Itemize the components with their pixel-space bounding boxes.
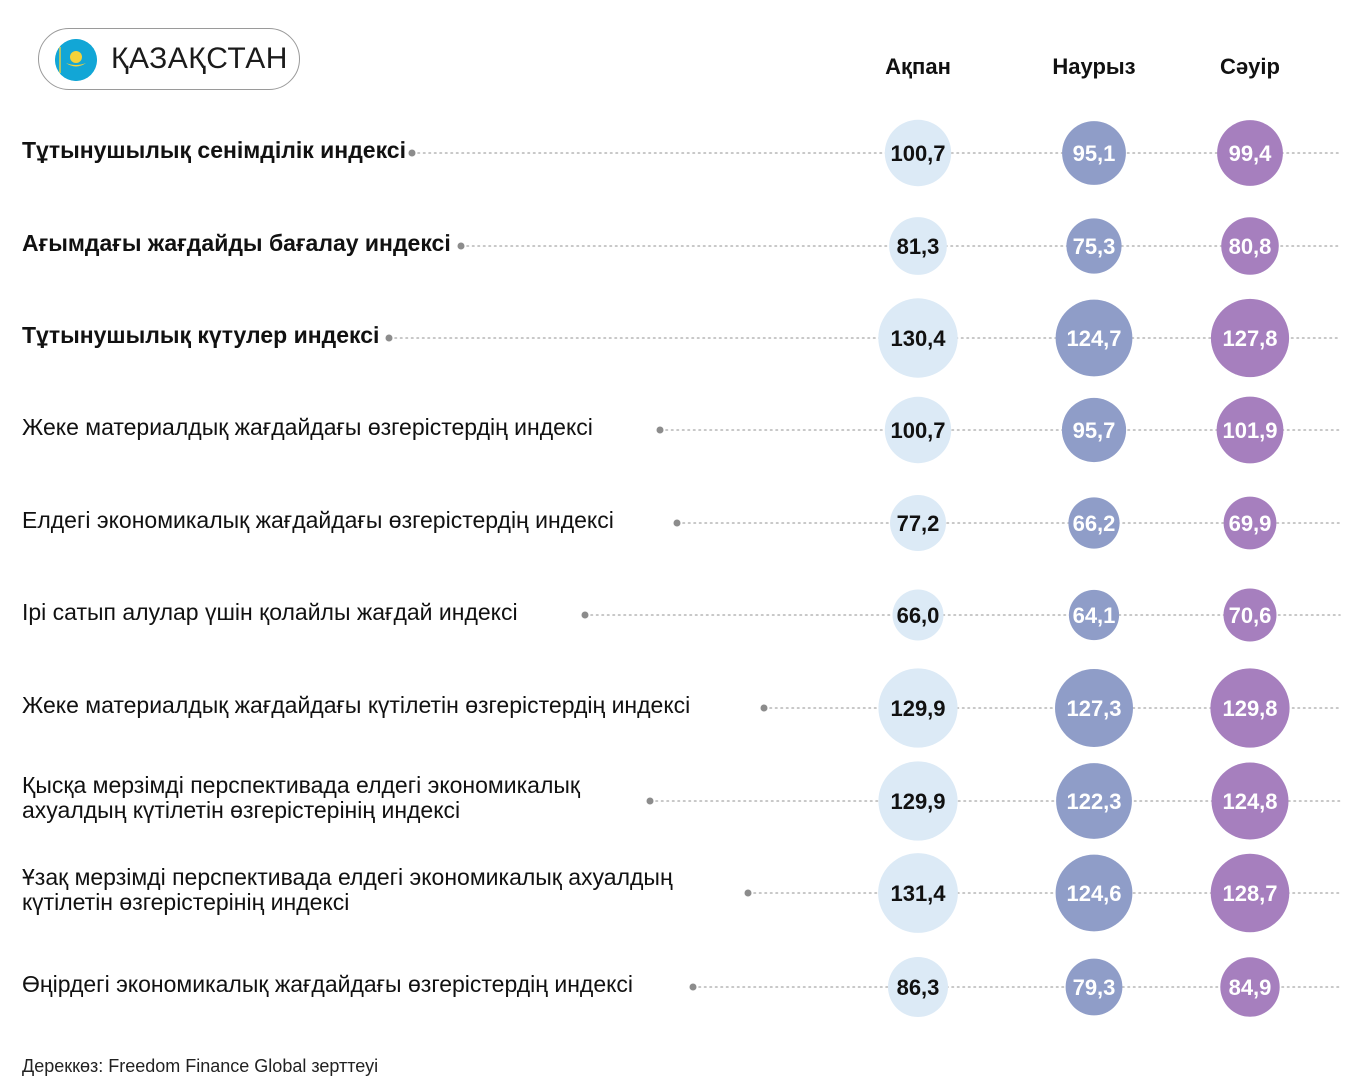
row-label — [22, 415, 593, 440]
bubble-value-label: 100,7 — [890, 141, 946, 166]
bubble-value-label: 129,9 — [890, 696, 946, 721]
bubble-value-label: 81,3 — [896, 234, 940, 259]
row-start-dot — [582, 612, 589, 619]
bubble-value-label: 95,1 — [1072, 141, 1116, 166]
row-label-line: күтілетін өзгерістерінің индексі — [22, 889, 350, 915]
row-label-line: Қысқа мерзімді перспективада елдегі экономикалық — [22, 772, 580, 798]
row-label-line: Жеке материалдық жағдайдағы өзгерістердің индексі — [22, 413, 593, 440]
bubble-value-label: 66,2 — [1072, 511, 1116, 536]
row-label-line: Тұтынушылық күтулер индексі — [22, 321, 380, 348]
column-header-2: Наурыз — [1052, 54, 1136, 79]
row-start-dot — [657, 427, 664, 434]
bubble-value-label: 127,3 — [1066, 696, 1122, 721]
row-start-dot — [674, 520, 681, 527]
row-start-dot — [761, 705, 768, 712]
bubble-value-label: 128,7 — [1222, 881, 1278, 906]
column-header-3: Сәуір — [1220, 54, 1280, 79]
bubble-value-label: 100,7 — [890, 418, 946, 443]
bubble-value-label: 122,3 — [1066, 789, 1122, 814]
row-label — [22, 508, 614, 533]
bubble-value-label: 80,8 — [1228, 234, 1272, 259]
row-label — [22, 972, 633, 997]
row-start-dot — [647, 798, 654, 805]
row-label — [22, 231, 451, 256]
bubble-value-label: 75,3 — [1072, 234, 1116, 259]
bubble-value-label: 130,4 — [890, 326, 946, 351]
row-label-line: Ұзақ мерзімді перспективада елдегі экономикалық ахуалдың — [22, 864, 673, 890]
column-header-1: Ақпан — [885, 54, 951, 79]
row-label — [22, 693, 690, 718]
bubble-value-label: 77,2 — [896, 511, 940, 536]
bubble-value-label: 64,1 — [1072, 603, 1116, 628]
bubble-value-label: 101,9 — [1222, 418, 1278, 443]
bubble-value-label: 70,6 — [1228, 603, 1272, 628]
country-name: ҚАЗАҚСТАН — [111, 42, 288, 75]
row-label-line: Жеке материалдық жағдайдағы күтілетін өзгерістердің индексі — [22, 691, 691, 718]
row-label — [22, 600, 518, 625]
bubble-value-label: 124,6 — [1066, 881, 1122, 906]
bubble-value-label: 124,8 — [1222, 789, 1278, 814]
row-start-dot — [409, 150, 416, 157]
bubble-value-label: 129,8 — [1222, 696, 1278, 721]
row-label — [22, 865, 673, 915]
bubble-value-label: 129,9 — [890, 789, 946, 814]
row-label-line: Өңірдегі экономикалық жағдайдағы өзгерістердің индексі — [22, 970, 634, 997]
bubble-value-label: 86,3 — [896, 975, 940, 1000]
row-label — [22, 323, 379, 348]
bubble-value-label: 79,3 — [1072, 975, 1116, 1000]
bubble-value-label: 66,0 — [896, 603, 940, 628]
row-start-dot — [690, 984, 697, 991]
bubble-value-label: 95,7 — [1072, 418, 1116, 443]
row-label — [22, 773, 580, 823]
bubble-value-label: 131,4 — [890, 881, 946, 906]
row-label-line: Ірі сатып алулар үшін қолайлы жағдай индексі — [22, 598, 518, 625]
bubble-value-label: 127,8 — [1222, 326, 1278, 351]
row-start-dot — [458, 243, 465, 250]
source-note: Дереккөз: Freedom Finance Global зерттеуі — [22, 1056, 379, 1076]
bubble-value-label: 69,9 — [1228, 511, 1272, 536]
row-label-line: Ағымдағы жағдайды бағалау индексі — [22, 229, 451, 256]
row-start-dot — [386, 335, 393, 342]
row-start-dot — [745, 890, 752, 897]
row-label-line: Елдегі экономикалық жағдайдағы өзгерістердің индексі — [22, 506, 614, 533]
bubble-value-label: 84,9 — [1228, 975, 1272, 1000]
row-label-line: ахуалдың күтілетін өзгерістерінің индексі — [22, 797, 461, 823]
bubble-value-label: 124,7 — [1066, 326, 1122, 351]
bubble-value-label: 99,4 — [1228, 141, 1272, 166]
row-label — [22, 138, 406, 163]
row-label-line: Тұтынушылық сенімділік индексі — [22, 136, 406, 163]
